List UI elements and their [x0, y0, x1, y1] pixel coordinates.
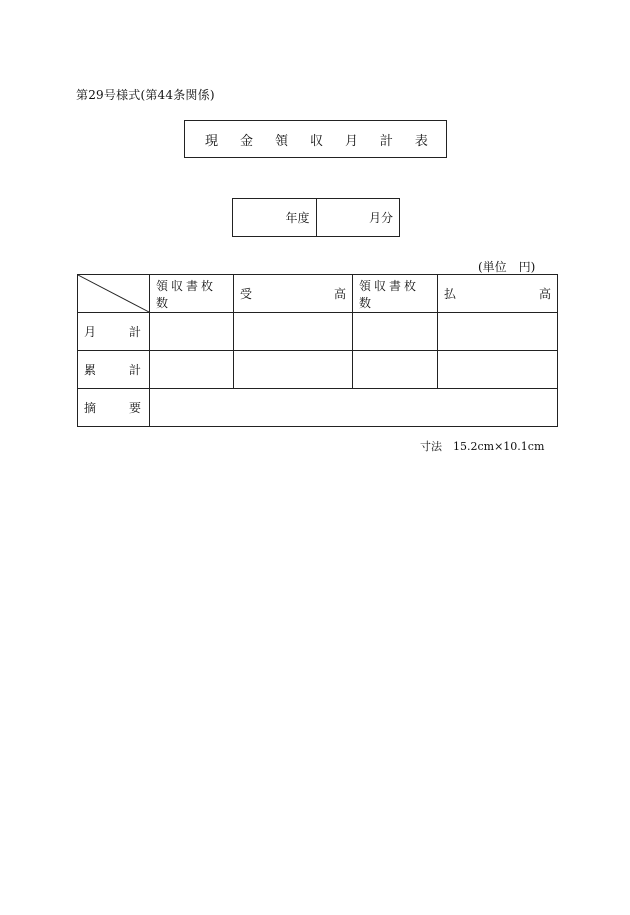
row-label-monthly: 月 計 — [78, 313, 150, 351]
fiscal-year-cell[interactable] — [233, 199, 316, 236]
monthly-payment-count-cell[interactable] — [353, 313, 438, 351]
unit-label: (単位 円) — [478, 260, 536, 274]
dimensions-note: 寸法 15.2cm×10.1cm — [420, 440, 545, 453]
month-cell[interactable] — [316, 199, 400, 236]
header-payments-right: 高 — [538, 287, 551, 301]
form-title-box — [184, 120, 447, 158]
title-char-7: 表 — [414, 133, 428, 149]
title-char-4: 収 — [309, 133, 323, 149]
header-receipts-left: 受 — [240, 287, 253, 301]
title-char-1: 現 — [205, 133, 219, 149]
title-char-6: 計 — [379, 133, 393, 149]
summary-remarks-cell[interactable] — [150, 389, 558, 427]
month-label: 月分 — [368, 211, 393, 225]
row-label-summary: 摘 要 — [78, 389, 150, 427]
cumulative-receipts-cell[interactable] — [234, 351, 353, 389]
cumulative-payment-count-cell[interactable] — [353, 351, 438, 389]
period-box — [232, 198, 400, 237]
row-label-cumulative: 累 計 — [78, 351, 150, 389]
header-row — [78, 275, 558, 313]
form-number: 第29号様式(第44条関係) — [76, 88, 215, 102]
header-payments — [438, 275, 558, 313]
table-row-monthly — [78, 313, 558, 351]
title-char-2: 金 — [239, 133, 253, 149]
table-row-summary — [78, 389, 558, 427]
cumulative-receipt-count-cell[interactable] — [150, 351, 234, 389]
title-char-5: 月 — [344, 133, 358, 149]
header-payments-left: 払 — [444, 287, 457, 301]
table-row-cumulative — [78, 351, 558, 389]
diagonal-header-cell — [78, 275, 150, 313]
cumulative-payments-cell[interactable] — [438, 351, 558, 389]
header-receipt-count-1: 領収書枚数 — [150, 275, 234, 313]
receipt-summary-table — [77, 274, 558, 427]
monthly-payments-cell[interactable] — [438, 313, 558, 351]
header-receipt-count-2: 領収書枚数 — [353, 275, 438, 313]
monthly-receipts-cell[interactable] — [234, 313, 353, 351]
monthly-receipt-count-cell[interactable] — [150, 313, 234, 351]
fiscal-year-label: 年度 — [285, 211, 310, 225]
title-char-3: 領 — [274, 133, 288, 149]
header-receipts-right: 高 — [333, 287, 346, 301]
header-receipts — [234, 275, 353, 313]
diagonal-line — [78, 275, 149, 312]
